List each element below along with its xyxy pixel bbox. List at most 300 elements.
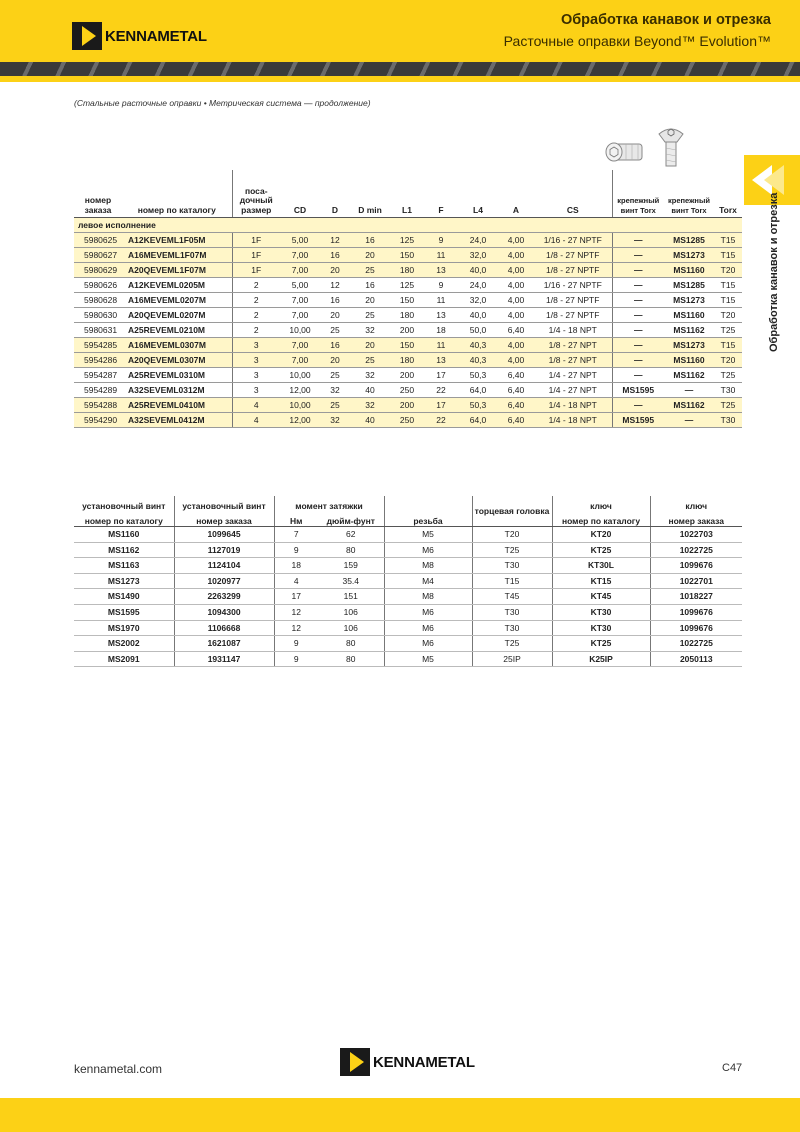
table-row — [74, 233, 742, 248]
col-d: D — [320, 170, 350, 218]
cell-cat: MS2002 — [74, 636, 174, 652]
cell-cd: 10,00 — [280, 368, 320, 383]
cell-cat: A32SEVEML0412M — [122, 413, 232, 428]
cell-ord: 5980629 — [74, 263, 122, 278]
col-torque-nm: Нм — [274, 511, 318, 527]
cell-d: 25 — [320, 323, 350, 338]
cell-size: 3 — [232, 383, 280, 398]
cell-cd: 7,00 — [280, 308, 320, 323]
table-row — [74, 413, 742, 428]
cell-d: 20 — [320, 308, 350, 323]
cell-size: 2 — [232, 278, 280, 293]
cell-nm: 7 — [274, 527, 318, 543]
screw-side-icon — [604, 138, 644, 166]
cell-l4: 50,3 — [458, 398, 498, 413]
cell-ord: 5980626 — [74, 278, 122, 293]
cell-cs: 1/16 - 27 NPTF — [534, 233, 612, 248]
screw-spec-table — [74, 496, 742, 667]
cell-f: 11 — [424, 293, 458, 308]
cell-nm: 9 — [274, 542, 318, 558]
cell-size: 4 — [232, 413, 280, 428]
cell-l1: 250 — [390, 413, 424, 428]
cell-kord: 1022725 — [650, 542, 742, 558]
cell-d: 25 — [320, 398, 350, 413]
cell-screw1: — — [612, 293, 664, 308]
cell-kord: 1099676 — [650, 620, 742, 636]
kennametal-logo-icon — [340, 1048, 370, 1076]
cell-l4: 64,0 — [458, 413, 498, 428]
cell-cd: 7,00 — [280, 353, 320, 368]
cell-torx: T15 — [714, 338, 742, 353]
cell-kord: 1099676 — [650, 558, 742, 574]
cell-a: 4,00 — [498, 278, 534, 293]
cell-cat: A25REVEML0410M — [122, 398, 232, 413]
cell-l1: 180 — [390, 263, 424, 278]
side-tab-label — [766, 192, 788, 355]
cell-cat: A16MEVEML0207M — [122, 293, 232, 308]
cell-size: 4 — [232, 398, 280, 413]
kennametal-logo-icon — [72, 22, 102, 50]
cell-l4: 32,0 — [458, 293, 498, 308]
section-row — [74, 218, 742, 233]
cell-screw2: MS1162 — [664, 368, 714, 383]
cell-screw2: MS1160 — [664, 308, 714, 323]
cell-cd: 10,00 — [280, 323, 320, 338]
col-thread-top — [384, 496, 472, 511]
cell-nm: 9 — [274, 651, 318, 667]
table-row — [74, 353, 742, 368]
cell-torx: T15 — [714, 233, 742, 248]
cell-cat: A25REVEML0310M — [122, 368, 232, 383]
cell-f: 11 — [424, 338, 458, 353]
cell-ord: 1106668 — [174, 620, 274, 636]
cell-cd: 5,00 — [280, 233, 320, 248]
col-torque-top: момент затяжки — [274, 496, 384, 511]
page-number: C47 — [722, 1062, 743, 1074]
cell-cat: MS1273 — [74, 573, 174, 589]
cell-f: 17 — [424, 368, 458, 383]
cell-f: 18 — [424, 323, 458, 338]
cell-kord: 1022701 — [650, 573, 742, 589]
cell-screw1: — — [612, 323, 664, 338]
col-f: F — [424, 170, 458, 218]
cell-ord: 1020977 — [174, 573, 274, 589]
cell-d: 25 — [320, 368, 350, 383]
footer-brand-name: KENNAMETAL — [373, 1053, 475, 1071]
cell-ord: 1124104 — [174, 558, 274, 574]
page-subtitle: (Стальные расточные оправки • Метрическая система — продолжение) — [74, 98, 371, 108]
cell-dmin: 40 — [350, 383, 390, 398]
table-row — [74, 308, 742, 323]
table-row — [74, 589, 742, 605]
brand-name: KENNAMETAL — [105, 27, 207, 45]
cell-screw1: — — [612, 398, 664, 413]
cell-ord: 5980628 — [74, 293, 122, 308]
cell-dmin: 20 — [350, 338, 390, 353]
table2-header-row-bottom — [74, 511, 742, 527]
cell-screw1: — — [612, 278, 664, 293]
cell-a: 6,40 — [498, 323, 534, 338]
col-screw-2: крепежный винт Torx — [664, 170, 714, 218]
col-l4: L4 — [458, 170, 498, 218]
col-mount-size: поса-дочный размер — [232, 170, 280, 218]
col-setscrew-ord-top: установочный винт — [174, 496, 274, 511]
cell-a: 6,40 — [498, 398, 534, 413]
cell-cat: MS1163 — [74, 558, 174, 574]
cell-ord: 5954285 — [74, 338, 122, 353]
cell-screw1: — — [612, 233, 664, 248]
cell-torx: T20 — [714, 263, 742, 278]
cell-cat: A16MEVEML0307M — [122, 338, 232, 353]
cell-cs: 1/8 - 27 NPTF — [534, 308, 612, 323]
table-row — [74, 651, 742, 667]
cell-inlb: 159 — [318, 558, 384, 574]
cell-f: 13 — [424, 353, 458, 368]
cell-nm: 17 — [274, 589, 318, 605]
cell-kcat: KT25 — [552, 636, 650, 652]
cell-thread: M6 — [384, 604, 472, 620]
cell-cat: MS1162 — [74, 542, 174, 558]
cell-head: T45 — [472, 589, 552, 605]
table-row — [74, 620, 742, 636]
cell-ord: 1099645 — [174, 527, 274, 543]
cell-cat: MS1595 — [74, 604, 174, 620]
cell-screw1: — — [612, 353, 664, 368]
cell-ord: 5980627 — [74, 248, 122, 263]
table-row — [74, 383, 742, 398]
cell-l4: 24,0 — [458, 278, 498, 293]
cell-l4: 40,0 — [458, 308, 498, 323]
cell-head: T25 — [472, 542, 552, 558]
cell-screw2: MS1273 — [664, 293, 714, 308]
col-key-cat-top: ключ — [552, 496, 650, 511]
cell-dmin: 20 — [350, 248, 390, 263]
footer-bar — [0, 1098, 800, 1132]
cell-d: 12 — [320, 278, 350, 293]
cell-torx: T15 — [714, 278, 742, 293]
cell-cat: A20QEVEML1F07M — [122, 263, 232, 278]
table-row — [74, 398, 742, 413]
cell-f: 22 — [424, 383, 458, 398]
cell-dmin: 32 — [350, 398, 390, 413]
col-thread: резьба — [384, 511, 472, 527]
cell-cat: A20QEVEML0307M — [122, 353, 232, 368]
section-label: левое исполнение — [74, 218, 742, 233]
cell-torx: T30 — [714, 413, 742, 428]
cell-thread: M8 — [384, 558, 472, 574]
footer-url[interactable]: kennametal.com — [74, 1062, 163, 1076]
cell-screw1: — — [612, 308, 664, 323]
cell-l1: 250 — [390, 383, 424, 398]
cell-cs: 1/8 - 27 NPT — [534, 353, 612, 368]
cell-dmin: 40 — [350, 413, 390, 428]
header-title: Обработка канавок и отрезка — [560, 12, 771, 28]
col-setscrew-ord: номер заказа — [174, 511, 274, 527]
cell-ord: 5954288 — [74, 398, 122, 413]
col-socket-head: торцевая головка — [472, 496, 552, 527]
cell-cd: 5,00 — [280, 278, 320, 293]
table-row — [74, 263, 742, 278]
cell-screw2: — — [664, 413, 714, 428]
table-row — [74, 558, 742, 574]
cell-cd: 12,00 — [280, 383, 320, 398]
table-row — [74, 368, 742, 383]
cell-a: 4,00 — [498, 338, 534, 353]
cell-cat: MS2091 — [74, 651, 174, 667]
cell-cat: A20QEVEML0207M — [122, 308, 232, 323]
cell-d: 20 — [320, 263, 350, 278]
cell-screw1: — — [612, 248, 664, 263]
cell-screw1: MS1595 — [612, 413, 664, 428]
cell-screw2: MS1160 — [664, 263, 714, 278]
cell-cd: 7,00 — [280, 338, 320, 353]
cell-kord: 1099676 — [650, 604, 742, 620]
cell-l4: 40,0 — [458, 263, 498, 278]
boring-bar-table — [74, 170, 742, 428]
cell-torx: T25 — [714, 398, 742, 413]
cell-inlb: 80 — [318, 651, 384, 667]
cell-cs: 1/8 - 27 NPTF — [534, 248, 612, 263]
cell-ord: 2263299 — [174, 589, 274, 605]
cell-screw2: MS1285 — [664, 233, 714, 248]
cell-inlb: 62 — [318, 527, 384, 543]
cell-nm: 18 — [274, 558, 318, 574]
cell-cat: A25REVEML0210M — [122, 323, 232, 338]
cell-l1: 125 — [390, 233, 424, 248]
col-setscrew-cat-top: установочный винт — [82, 501, 166, 511]
cell-l4: 50,0 — [458, 323, 498, 338]
cell-ord: 1094300 — [174, 604, 274, 620]
chevron-left-icon — [764, 165, 784, 195]
cell-f: 9 — [424, 278, 458, 293]
cell-cs: 1/8 - 27 NPTF — [534, 293, 612, 308]
cell-nm: 12 — [274, 604, 318, 620]
cell-inlb: 80 — [318, 636, 384, 652]
cell-screw1: — — [612, 368, 664, 383]
cell-f: 13 — [424, 308, 458, 323]
cell-cs: 1/8 - 27 NPTF — [534, 263, 612, 278]
cell-head: T15 — [472, 573, 552, 589]
col-torx: Torx — [714, 170, 742, 218]
cell-l1: 180 — [390, 353, 424, 368]
cell-l1: 150 — [390, 248, 424, 263]
cell-dmin: 32 — [350, 323, 390, 338]
col-screw-1: крепежный винт Torx — [612, 170, 664, 218]
cell-d: 20 — [320, 353, 350, 368]
col-cs: CS — [534, 170, 612, 218]
cell-cs: 1/16 - 27 NPTF — [534, 278, 612, 293]
table2-header-row-top — [74, 496, 742, 511]
cell-l4: 24,0 — [458, 233, 498, 248]
cell-torx: T30 — [714, 383, 742, 398]
cell-size: 1F — [232, 233, 280, 248]
cell-head: T30 — [472, 620, 552, 636]
cell-f: 22 — [424, 413, 458, 428]
cell-dmin: 25 — [350, 308, 390, 323]
col-setscrew-cat: номер по каталогу — [74, 511, 174, 527]
cell-ord: 1621087 — [174, 636, 274, 652]
cell-kcat: KT30L — [552, 558, 650, 574]
cell-torx: T25 — [714, 368, 742, 383]
cell-a: 4,00 — [498, 308, 534, 323]
cell-inlb: 35.4 — [318, 573, 384, 589]
cell-l4: 40,3 — [458, 353, 498, 368]
cell-f: 11 — [424, 248, 458, 263]
table-row — [74, 248, 742, 263]
cell-kcat: KT15 — [552, 573, 650, 589]
table-row — [74, 278, 742, 293]
cell-cat: A16MEVEML1F07M — [122, 248, 232, 263]
cell-kord: 2050113 — [650, 651, 742, 667]
cell-size: 3 — [232, 338, 280, 353]
cell-cd: 7,00 — [280, 293, 320, 308]
cell-nm: 9 — [274, 636, 318, 652]
cell-screw2: MS1160 — [664, 353, 714, 368]
col-key-ord: номер заказа — [650, 511, 742, 527]
cell-screw2: MS1285 — [664, 278, 714, 293]
cell-cd: 12,00 — [280, 413, 320, 428]
table-header-row — [74, 170, 742, 218]
cell-a: 4,00 — [498, 248, 534, 263]
side-tab-text: Обработка канавок и отрезка — [768, 192, 780, 352]
table-row — [74, 323, 742, 338]
cell-torx: T20 — [714, 308, 742, 323]
cell-a: 4,00 — [498, 293, 534, 308]
cell-d: 32 — [320, 413, 350, 428]
cell-l4: 40,3 — [458, 338, 498, 353]
cell-dmin: 20 — [350, 293, 390, 308]
table-row — [74, 527, 742, 543]
cell-f: 17 — [424, 398, 458, 413]
cell-size: 1F — [232, 263, 280, 278]
cell-f: 13 — [424, 263, 458, 278]
table-row — [74, 604, 742, 620]
cell-screw2: MS1273 — [664, 248, 714, 263]
cell-a: 6,40 — [498, 383, 534, 398]
cell-l1: 180 — [390, 308, 424, 323]
cell-kcat: K25IP — [552, 651, 650, 667]
cell-a: 4,00 — [498, 263, 534, 278]
cell-thread: M8 — [384, 589, 472, 605]
col-order-number: номер заказа — [74, 170, 122, 218]
cell-cd: 7,00 — [280, 248, 320, 263]
cell-screw2: MS1162 — [664, 323, 714, 338]
cell-ord: 5980625 — [74, 233, 122, 248]
col-l1: L1 — [390, 170, 424, 218]
cell-head: T30 — [472, 604, 552, 620]
cell-screw2: MS1162 — [664, 398, 714, 413]
cell-cat: MS1970 — [74, 620, 174, 636]
kennametal-logo — [72, 22, 207, 50]
cell-kcat: KT45 — [552, 589, 650, 605]
screw-top-icon — [657, 124, 685, 170]
cell-d: 16 — [320, 248, 350, 263]
cell-ord: 5954286 — [74, 353, 122, 368]
header-stripe — [0, 62, 800, 76]
cell-ord: 5954289 — [74, 383, 122, 398]
col-key-ord-top: ключ — [650, 496, 742, 511]
table-row — [74, 338, 742, 353]
cell-cat: A12KEVEML0205M — [122, 278, 232, 293]
cell-inlb: 151 — [318, 589, 384, 605]
cell-l4: 64,0 — [458, 383, 498, 398]
cell-l1: 200 — [390, 323, 424, 338]
cell-screw2: — — [664, 383, 714, 398]
cell-cs: 1/4 - 18 NPT — [534, 398, 612, 413]
cell-l1: 150 — [390, 293, 424, 308]
cell-thread: M6 — [384, 620, 472, 636]
cell-dmin: 16 — [350, 278, 390, 293]
cell-cat: MS1160 — [74, 527, 174, 543]
cell-dmin: 25 — [350, 263, 390, 278]
cell-cat: A12KEVEML1F05M — [122, 233, 232, 248]
col-dmin: D min — [350, 170, 390, 218]
col-torque-inlb: дюйм-фунт — [318, 511, 384, 527]
cell-a: 4,00 — [498, 233, 534, 248]
cell-head: T30 — [472, 558, 552, 574]
cell-nm: 12 — [274, 620, 318, 636]
cell-kord: 1022725 — [650, 636, 742, 652]
cell-head: 25IP — [472, 651, 552, 667]
cell-ord: 1127019 — [174, 542, 274, 558]
cell-d: 16 — [320, 293, 350, 308]
cell-screw2: MS1273 — [664, 338, 714, 353]
cell-inlb: 106 — [318, 604, 384, 620]
cell-torx: T15 — [714, 293, 742, 308]
cell-torx: T20 — [714, 353, 742, 368]
cell-ord: 5954287 — [74, 368, 122, 383]
cell-ord: 5954290 — [74, 413, 122, 428]
cell-d: 32 — [320, 383, 350, 398]
header-subtitle: Расточные оправки Beyond™ Evolution™ — [503, 33, 771, 49]
cell-cd: 7,00 — [280, 263, 320, 278]
cell-dmin: 25 — [350, 353, 390, 368]
cell-l1: 200 — [390, 398, 424, 413]
col-a: A — [498, 170, 534, 218]
cell-ord: 5980630 — [74, 308, 122, 323]
cell-dmin: 16 — [350, 233, 390, 248]
table-row — [74, 573, 742, 589]
cell-thread: M4 — [384, 573, 472, 589]
cell-l4: 50,3 — [458, 368, 498, 383]
cell-d: 16 — [320, 338, 350, 353]
cell-cs: 1/4 - 18 NPT — [534, 413, 612, 428]
cell-size: 2 — [232, 323, 280, 338]
cell-cd: 10,00 — [280, 398, 320, 413]
cell-head: T25 — [472, 636, 552, 652]
cell-torx: T15 — [714, 248, 742, 263]
cell-size: 2 — [232, 308, 280, 323]
table-row — [74, 542, 742, 558]
cell-nm: 4 — [274, 573, 318, 589]
table-row — [74, 293, 742, 308]
cell-cs: 1/4 - 27 NPT — [534, 368, 612, 383]
cell-size: 2 — [232, 293, 280, 308]
header-stripe-yellow — [0, 76, 800, 82]
cell-inlb: 80 — [318, 542, 384, 558]
cell-ord: 5980631 — [74, 323, 122, 338]
cell-screw1: — — [612, 338, 664, 353]
cell-a: 6,40 — [498, 413, 534, 428]
cell-l4: 32,0 — [458, 248, 498, 263]
footer-logo — [340, 1048, 475, 1076]
cell-cs: 1/8 - 27 NPT — [534, 338, 612, 353]
cell-cs: 1/4 - 27 NPT — [534, 383, 612, 398]
cell-cs: 1/4 - 18 NPT — [534, 323, 612, 338]
cell-thread: M6 — [384, 636, 472, 652]
cell-thread: M6 — [384, 542, 472, 558]
cell-l1: 150 — [390, 338, 424, 353]
